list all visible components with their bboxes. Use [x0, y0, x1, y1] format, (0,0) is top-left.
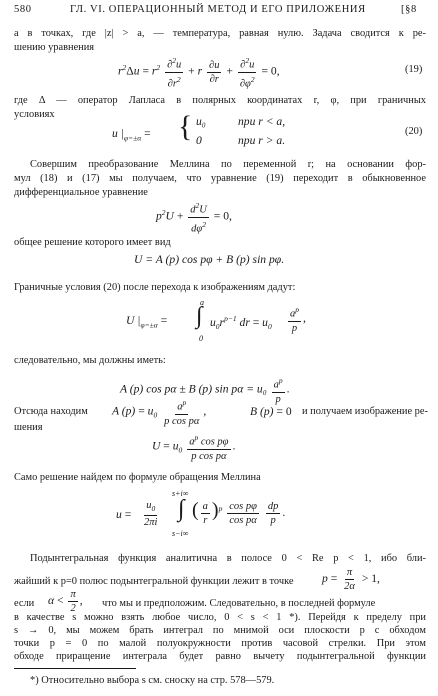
inversion-lower-limit: s−i∞ — [172, 529, 189, 538]
p9-line5: s → 0, мы можем брать интеграл по мнимой оси плоскости p с обходом — [14, 625, 426, 636]
p3-line2: мул (18) и (17) мы получаем, что уравнение (19) переходит в обыкновенное — [14, 173, 426, 184]
equation-20-brace: { — [178, 110, 193, 143]
p9-line3a: если — [14, 598, 35, 609]
boundary-rhs: $u_0r^{p-1}$ dr = $u_0$ — [210, 314, 272, 332]
pole-formula: p = $\frac{\pi}{2\alpha}$ > 1, — [322, 567, 380, 592]
boundary-fraction: $\frac{a^p}{p}$ , — [290, 305, 306, 334]
footnote-rule — [14, 668, 136, 669]
image-solution: $U = u_0$ $\frac{a^p \cos p\varphi}{\text{p cos pα}}$ . — [152, 433, 236, 462]
p9-line7: обходе приращение интеграла будет равно вычету подынтегральной функции — [14, 651, 426, 662]
condition-equation: A (p) cos pα ± B (p) sin pα = u₀ $\frac{a^p}{p}$ . — [120, 376, 290, 405]
p7-part2: и получаем изображение ре- — [302, 406, 428, 417]
integral-lower-limit-0: 0 — [199, 334, 203, 343]
boundary-lhs: U $|_{\varphi=\pm\alpha}$ = — [126, 314, 168, 330]
equation-20-number: (20) — [405, 126, 423, 137]
p9-line4: в качестве s можно взять любое число, 0 < s < 1 *). Перейдя к пределу при — [14, 612, 426, 623]
equation-20-case2-condition: при r > a. — [238, 134, 286, 147]
b-of-p-formula: B (p) = 0 — [250, 405, 292, 418]
ode-equation: $p^2U$ + $\frac{d^2U}{d\varphi^2}$ = 0, — [156, 201, 232, 234]
inversion-integral-sign: ∫ — [178, 496, 185, 522]
p2-line2: условиях — [14, 109, 55, 120]
inversion-integrand: ( $\frac{a}{r}$ )$^p$ $\frac{\text{cos pφ}}{\text{cos pα}}$ $\frac{dp}{p}$ . — [192, 499, 286, 526]
page-number: 580 — [14, 4, 32, 15]
p7-line2: шения — [14, 422, 43, 433]
inversion-upper-limit: s+i∞ — [172, 489, 189, 498]
section-marker: [§8 — [401, 4, 417, 15]
p1-line1: а в точках, где |z| > a, — температура, равная нулю. Задача сводится к ре- — [14, 28, 426, 39]
a-of-p-formula: A $(p) = u_0$ $\frac{a^p}{\text{p cos pα}}$ , — [112, 398, 207, 427]
footnote: *) Относительно выбора s см. сноску на стр. 578—579. — [30, 675, 275, 686]
equation-20-lhs: u $|_{\varphi=\pm\alpha}$ = — [112, 127, 151, 143]
equation-20-case1-condition: при r < a, — [238, 115, 286, 128]
p9-line1: Подынтегральная функция аналитична в полосе 0 < Re p < 1, ибо бли- — [30, 553, 426, 564]
p9-line6: точки p = 0 по малой полуокружности против часовой стрелки. При этом — [14, 638, 426, 649]
p1-line2: шению уравнения — [14, 42, 95, 53]
equation-19: $r^2\Delta u = r^2$ $\frac{\partial^2u}{\partial r^2}$ + r $\frac{\partial u}{\partial r}$ + $\frac{\partial^2u}{\partial\varphi^2}$ = 0, — [118, 56, 280, 89]
p2-line1: где Δ — оператор Лапласа в полярных координатах r, φ, при граничных — [14, 95, 426, 106]
equation-19-number: (19) — [405, 64, 423, 75]
inversion-lhs: u = — [116, 508, 132, 521]
equation-20-case1-value: u₀ — [196, 115, 206, 128]
p9-line3b: что мы и предположим. Следовательно, в последней формуле — [102, 598, 376, 609]
inversion-coefficient: $\frac{u_0}{2\pi i}$ — [144, 500, 158, 529]
alpha-condition: α < $\frac{\pi}{2}$ , — [48, 589, 83, 614]
p5: Граничные условия (20) после перехода к изображениям дадут: — [14, 282, 296, 293]
p4: общее решение которого имеет вид — [14, 237, 171, 248]
condition-lhs: A (p) cos pα ± B (p) sin pα = u₀ — [120, 382, 267, 396]
integral-sign: ∫ — [196, 303, 203, 329]
p8: Само решение найдем по формуле обращения Меллина — [14, 472, 261, 483]
p9-line2: жайший к p=0 полюс подынтегральной функции лежит в точке — [14, 576, 294, 587]
p3-line1: Совершим преобразование Меллина по переменной r; на основании фор- — [30, 159, 426, 170]
general-solution: U = A (p) cos pφ + B (p) sin pφ. — [134, 253, 285, 266]
p6: следовательно, мы должны иметь: — [14, 355, 166, 366]
p7-part1: Отсюда находим — [14, 406, 88, 417]
p3-line3: дифференциальное уравнение — [14, 187, 148, 198]
integral-upper-limit-a: a — [200, 298, 204, 307]
equation-20-case2-value: 0 — [196, 134, 202, 147]
running-title: ГЛ. VI. ОПЕРАЦИОННЫЙ МЕТОД И ЕГО ПРИЛОЖЕНИЯ — [70, 4, 366, 15]
